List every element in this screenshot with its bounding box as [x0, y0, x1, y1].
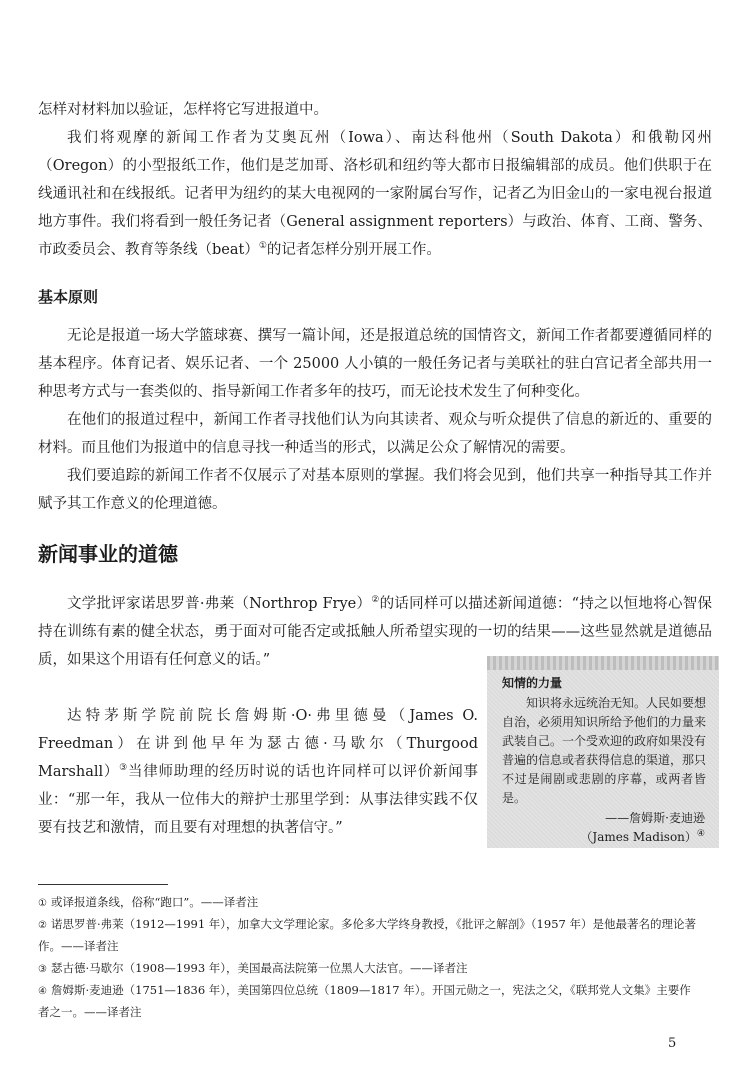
sidebar-decorative-band: [487, 656, 719, 670]
footnote-text: 或译报道条线，俗称“跑口”。——译者注: [50, 895, 259, 909]
footnote-text: 詹姆斯·麦迪逊（1751—1836 年），美国第四位总统（1809—1817 年）。开国元勋之一，宪法之父，《联邦党人文集》主要作者之一。——译者注: [38, 983, 691, 1019]
sidebar-quote: 知识将永远统治无知。人民如要想自治，必须用知识所给予他们的力量来武装自己。一个受欢迎的政府如果没有普遍的信息或者获得信息的渠道，那只不过是闹剧或悲剧的序幕，或两者皆是。: [502, 696, 707, 805]
footnote-ref[interactable]: ①: [258, 241, 267, 252]
paragraph-text: 文学批评家诺思罗普·弗莱（Northrop Frye）: [67, 596, 372, 612]
attribution-name: ——詹姆斯·麦迪逊: [605, 811, 705, 825]
footnote-mark: ①: [38, 898, 47, 909]
footnote-4: [38, 980, 698, 1022]
footnote-ref[interactable]: ④: [696, 829, 705, 839]
chapter-heading-ethics: 新闻事业的道德: [38, 542, 178, 566]
footnote-text: 瑟古德·马歇尔（1908—1993 年），美国最高法院第一位黑人大法官。——译者注: [50, 961, 468, 975]
footnote-divider: [38, 884, 168, 885]
paragraph-text: 当律师助理的经历时说的话也许同样可以评价新闻事业：“那一年，我从一位伟大的辩护士那里学到：从事法律实践不仅要有技艺和激情，而且要有对理想的执著信守。”: [38, 764, 479, 836]
paragraph-text: 的话同样可以描述新闻道德：“持之以恒地将心智保持在训练有素的健全状态，勇于面对可能否定或抵触人所希望实现的一切的结果——这些显然就是道德品质，如果这个用语有任何意义的话。”: [38, 596, 712, 668]
footnote-text: 诺思罗普·弗莱（1912—1991 年），加拿大文学理论家。多伦多大学终身教授，《批评之解剖》（1957 年）是他最著名的理论著作。——译者注: [38, 917, 696, 953]
paragraph-continuation: 怎样对材料加以验证，怎样将它写进报道中。: [38, 102, 328, 118]
sidebar-box: [487, 656, 719, 848]
paragraph-basic-procedure: 无论是报道一场大学篮球赛、撰写一篇讣闻，还是报道总统的国情咨文，新闻工作者都要遵循同样的基本程序。体育记者、娱乐记者、一个 25000 人小镇的一般任务记者与美联社的驻白宫记者全部共用一种思考方式与一套类似的、指导新闻工作者多年的技巧，而无论技术发生了何种变化。: [38, 328, 712, 400]
footnote-3: [38, 958, 698, 980]
paragraph-ethics-intro: 我们要追踪的新闻工作者不仅展示了对基本原则的掌握。我们将会见到，他们共享一种指导其工作并赋予其工作意义的伦理道德。: [38, 468, 712, 512]
footnote-2: [38, 914, 698, 956]
paragraph-text: 我们将观摩的新闻工作者为艾奥瓦州（Iowa）、南达科他州（South Dakota）和俄勒冈州（Oregon）的小型报纸工作，他们是芝加哥、洛杉矶和纽约等大都市日报编辑部的成员。他们供职于在线通讯社和在线报纸。记者甲为纽约的某大电视网的一家附属台写作，记者乙为旧金山的一家电视台报道地方事件。我们将看到一般任务记者（General assignment reporters）与政治、体育、工商、警务、市政委员会、教育等条线（beat）: [38, 130, 712, 258]
sidebar-title: 知情的力量: [502, 676, 563, 690]
footnote-mark: ④: [38, 986, 47, 997]
paragraph-journalists: [38, 124, 712, 264]
footnote-mark: ②: [38, 920, 47, 931]
sidebar-attribution: [580, 809, 705, 847]
footnote-1: [38, 892, 698, 914]
footnote-ref[interactable]: ②: [371, 595, 380, 606]
paragraph-text: 达特茅斯学院前院长詹姆斯·O·弗里德曼（James O. Freedman）在讲到他早年为瑟古德·马歇尔（Thurgood Marshall）: [38, 708, 478, 780]
footnote-mark: ③: [38, 964, 47, 975]
paragraph-reporting-process: 在他们的报道过程中，新闻工作者寻找他们认为向其读者、观众与听众提供了信息的新近的、重要的材料。而且他们为报道中的信息寻找一种适当的形式，以满足公众了解情况的需要。: [38, 412, 712, 456]
page-number: 5: [668, 1036, 677, 1051]
section-heading-basic-principles: 基本原则: [38, 288, 99, 306]
attribution-english: [580, 828, 705, 847]
paragraph-freedman-quote: [38, 702, 478, 842]
attribution-english-text: （James Madison）: [580, 830, 697, 844]
footnote-ref[interactable]: ③: [119, 763, 128, 774]
paragraph-text: 的记者怎样分别开展工作。: [266, 242, 441, 258]
